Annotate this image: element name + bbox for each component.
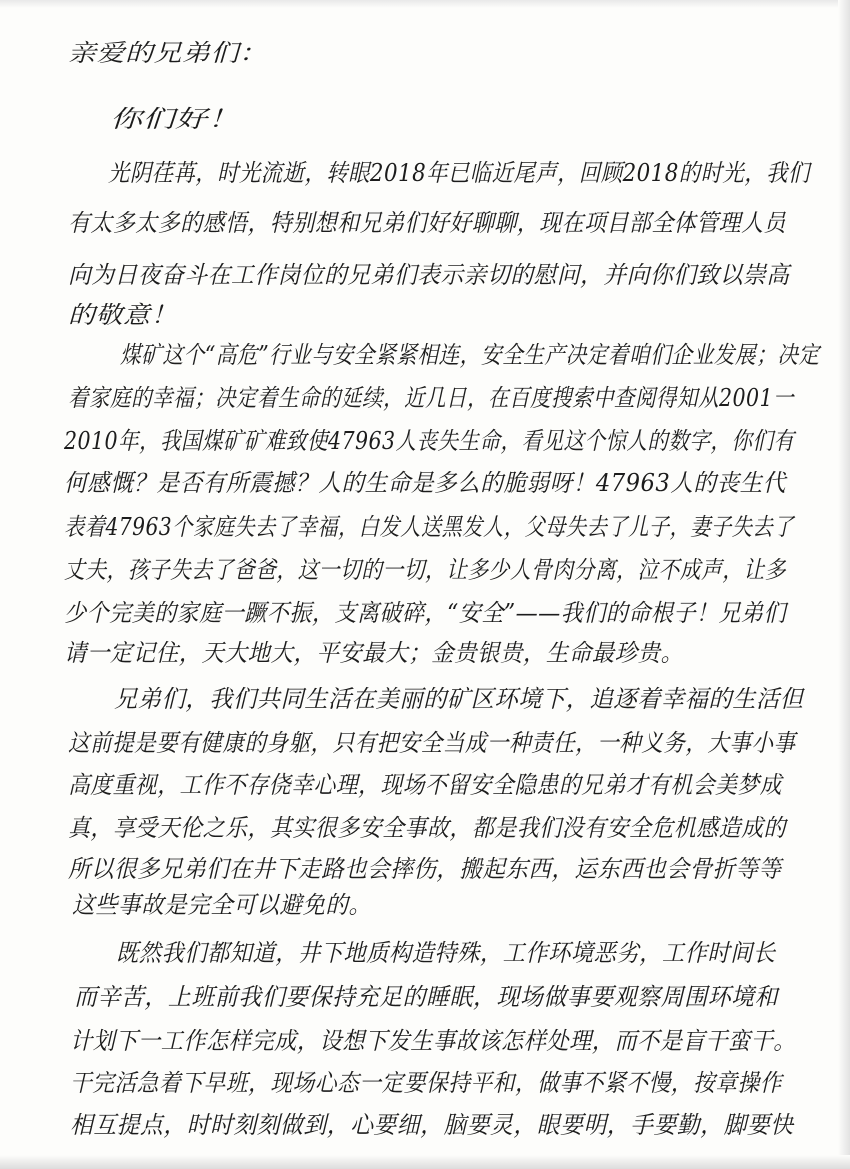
letter-line: 干完活急着下早班，现场心态一定要保持平和，做事不紧不慢，按章操作 [70,1069,783,1097]
letter-line: 的敬意！ [68,301,178,329]
letter-line: 既然我们都知道，井下地质构造特殊，工作环境恶劣，工作时间长 [116,939,776,967]
letter-line: 这些事故是完全可以避免的。 [72,891,372,919]
letter-line: 所以很多兄弟们在井下走路也会摔伤，搬起东西，运东西也会骨折等等 [68,855,782,883]
letter-line: 光阴荏苒，时光流逝，转眼2018年已临近尾声，回顾2018的时光，我们 [108,159,810,187]
letter-line: 兄弟们，我们共同生活在美丽的矿区环境下，追逐着幸福的生活但 [114,685,804,713]
letter-line: 何感慨？是否有所震撼？人的生命是多么的脆弱呀！47963人的丧生代 [64,469,786,497]
letter-line: 有太多太多的感悟，特别想和兄弟们好好聊聊，现在项目部全体管理人员 [68,209,786,237]
letter-line: 这前提是要有健康的身躯，只有把安全当成一种责任，一种义务，大事小事 [68,729,796,757]
letter-line: 煤矿这个“高危”行业与安全紧紧相连，安全生产决定着咱们企业发展；决定 [120,341,820,369]
letter-line: 而辛苦，上班前我们要保持充足的睡眠，现场做事要观察周围环境和 [74,983,778,1011]
letter-line: 高度重视，工作不存侥幸心理，现场不留安全隐患的兄弟才有机会美梦成 [68,771,782,799]
greeting: 你们好！ [110,105,240,133]
letter-line: 少个完美的家庭一蹶不振，支离破碎，“安全”——我们的命根子！兄弟们 [64,599,787,627]
letter-line: 计划下一工作怎样完成，设想下发生事故该怎样处理，而不是盲干蛮干。 [70,1027,796,1055]
letter-line: 2010年，我国煤矿矿难致使47963人丧失生命，看见这个惊人的数字，你们有 [64,427,795,455]
letter-line: 相互提点，时时刻刻做到，心要细，脑要灵，眼要明，手要勤，脚要快 [70,1111,794,1139]
letter-line: 丈夫，孩子失去了爸爸，这一切的一切，让多少人骨肉分离，泣不成声，让多 [64,556,786,584]
paper-edge-top [0,0,850,8]
letter-line: 着家庭的幸福；决定着生命的延续，近几日，在百度搜索中查阅得知从2001一 [68,384,795,412]
paper-edge-bottom [0,1155,850,1169]
letter-line: 表着47963个家庭失去了幸福，白发人送黑发人，父母失去了儿子，妻子失去了 [64,513,794,541]
letter-line: 向为日夜奋斗在工作岗位的兄弟们表示亲切的慰问，并向你们致以崇高 [68,261,790,289]
letter-line: 请一定记住，天大地大，平安最大；金贵银贵，生命最珍贵。 [64,639,684,667]
salutation: 亲爱的兄弟们： [68,39,268,67]
letter-line: 真，享受天伦之乐，其实很多安全事故，都是我们没有安全危机感造成的 [68,814,786,842]
paper-edge-right [838,0,850,1169]
